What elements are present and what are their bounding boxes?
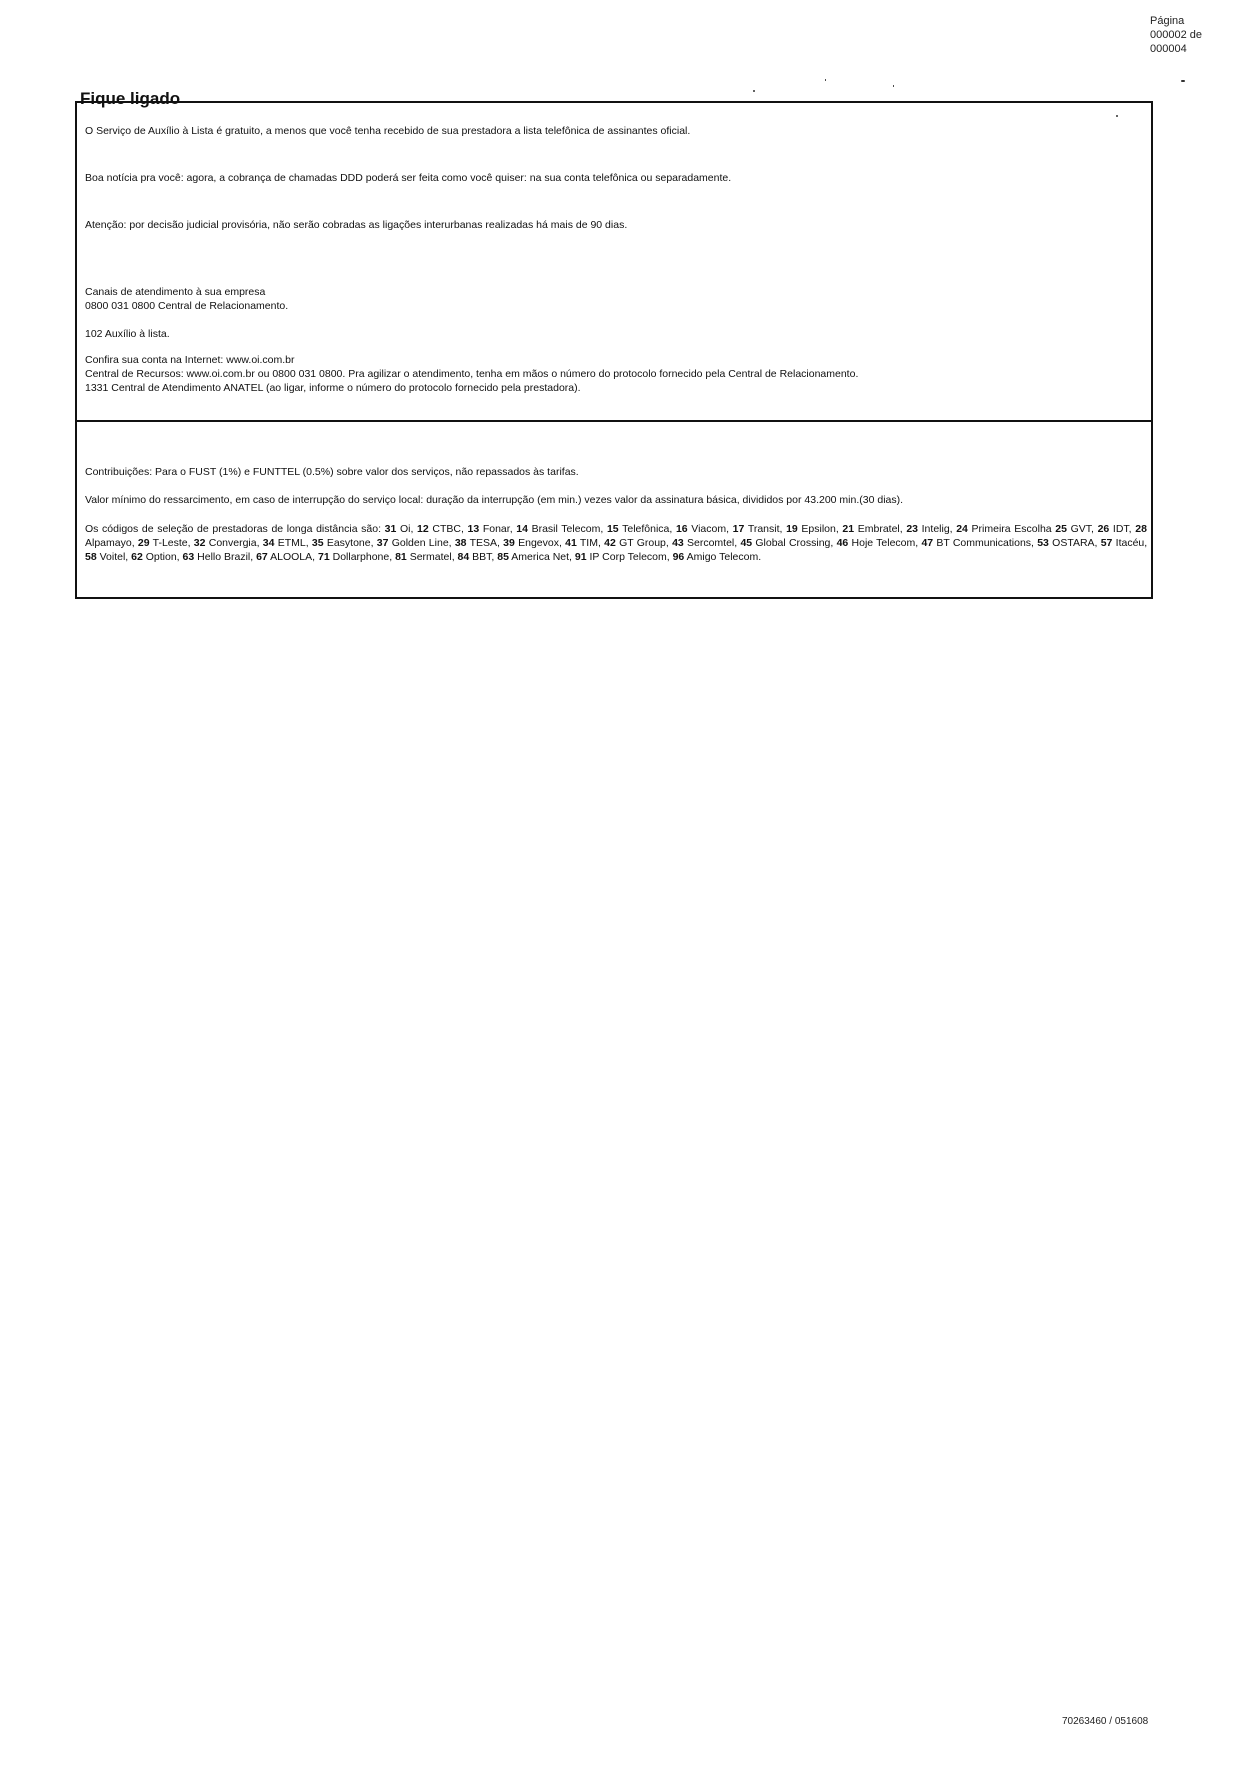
page-total: 000004 xyxy=(1150,43,1187,55)
carrier-code-name: Epsilon, xyxy=(801,523,839,535)
carrier-code-item xyxy=(85,551,128,563)
carrier-code-number: 46 xyxy=(836,537,849,549)
carrier-code-number: 62 xyxy=(131,551,143,563)
resources-line: Central de Recursos: www.oi.com.br ou 0800 031 0800. Pra agilizar o atendimento, tenha em mãos o número do protocolo fornecido pela Central de Relacionamento. xyxy=(85,368,859,380)
carrier-code-number: 81 xyxy=(395,551,407,563)
carrier-code-number: 23 xyxy=(906,523,918,535)
page-number xyxy=(1150,14,1230,56)
carrier-code-name: Convergia, xyxy=(208,537,260,549)
carrier-code-name: Viacom, xyxy=(691,523,730,535)
carrier-code-name: Transit, xyxy=(747,523,783,535)
carrier-code-name: Hoje Telecom, xyxy=(851,537,919,549)
upper-line-1: O Serviço de Auxílio à Lista é gratuito, a menos que você tenha recebido de sua prestadora a lista telefônica de assinantes oficial. xyxy=(85,125,691,137)
carrier-code-name: CTBC, xyxy=(432,523,464,535)
carrier-code-number: 17 xyxy=(732,523,745,535)
carrier-code-name: GT Group, xyxy=(619,537,669,549)
min-value-line: Valor mínimo do ressarcimento, em caso de interrupção do serviço local: duração da interrupção (em min.) vezes valor da assinatura básica, divididos por 43.200 min.(30 dias). xyxy=(85,494,904,506)
carrier-code-number: 58 xyxy=(85,551,97,563)
carrier-code-item xyxy=(191,537,260,549)
carrier-code-number: 41 xyxy=(565,537,577,549)
carrier-code-name: OSTARA, xyxy=(1052,537,1098,549)
carrier-code-item xyxy=(737,537,833,549)
carrier-code-name: Easytone, xyxy=(326,537,374,549)
carrier-code-item xyxy=(672,523,729,535)
box-divider xyxy=(77,420,1151,422)
carrier-code-number: 45 xyxy=(740,537,753,549)
document-id: 70263460 / 051608 xyxy=(1062,1716,1149,1727)
info-box xyxy=(75,101,1153,599)
anatel-line: 1331 Central de Atendimento ANATEL (ao ligar, informe o número do protocolo fornecido pela prestadora). xyxy=(85,382,581,394)
carrier-code-number: 32 xyxy=(193,537,206,549)
carrier-code-number: 34 xyxy=(262,537,275,549)
carrier-code-item xyxy=(953,523,1052,535)
carrier-code-name: Hello Brazil, xyxy=(197,551,254,563)
carrier-code-name: Oi, xyxy=(399,523,414,535)
carrier-code-number: 63 xyxy=(182,551,195,563)
carrier-code-name: Amigo Telecom. xyxy=(686,551,762,563)
carrier-code-item xyxy=(315,551,392,563)
carrier-code-number: 53 xyxy=(1037,537,1049,549)
carrier-code-number: 25 xyxy=(1055,523,1067,535)
carrier-code-name: Telefônica, xyxy=(622,523,673,535)
carrier-code-name: Golden Line, xyxy=(391,537,452,549)
carrier-code-number: 19 xyxy=(786,523,798,535)
carrier-code-number: 14 xyxy=(516,523,528,535)
carrier-code-item xyxy=(669,537,737,549)
carrier-code-number: 13 xyxy=(467,523,480,535)
internet-line: Confira sua conta na Internet: www.oi.com.br xyxy=(85,354,295,366)
carrier-code-item xyxy=(513,523,604,535)
carrier-code-number: 47 xyxy=(921,537,934,549)
carrier-code-item xyxy=(494,551,572,563)
carrier-code-number: 42 xyxy=(604,537,616,549)
carrier-code-number: 24 xyxy=(956,523,968,535)
carrier-code-number: 85 xyxy=(497,551,509,563)
channels-title: Canais de atendimento à sua empresa xyxy=(85,286,266,298)
carrier-code-name: Itacéu, xyxy=(1115,537,1148,549)
carrier-code-name: TESA, xyxy=(469,537,500,549)
carrier-code-name: Alpamayo, xyxy=(85,537,135,549)
carrier-code-number: 12 xyxy=(417,523,429,535)
carrier-code-item xyxy=(603,523,672,535)
carrier-code-number: 57 xyxy=(1100,537,1113,549)
carrier-code-item xyxy=(670,551,761,563)
carrier-code-name: Primeira Escolha xyxy=(971,523,1052,535)
scan-speck xyxy=(1181,80,1185,82)
carrier-code-name: America Net, xyxy=(511,551,572,563)
carrier-code-number: 43 xyxy=(672,537,684,549)
carrier-code-item xyxy=(903,523,953,535)
carrier-code-item xyxy=(260,537,309,549)
carrier-code-number: 84 xyxy=(457,551,470,563)
carrier-code-name: Fonar, xyxy=(482,523,513,535)
contributions-line: Contribuições: Para o FUST (1%) e FUNTTEL (0.5%) sobre valor dos serviços, não repassados às tarifas. xyxy=(85,466,579,478)
codes-intro: Os códigos de seleção de prestadoras de longa distância são: xyxy=(85,523,382,535)
carrier-code-item xyxy=(464,523,513,535)
scan-speck xyxy=(1116,115,1118,117)
carrier-code-name: GVT, xyxy=(1070,523,1094,535)
carrier-code-name: Engevox, xyxy=(518,537,562,549)
carrier-code-number: 38 xyxy=(454,537,467,549)
carrier-code-item xyxy=(729,523,782,535)
carrier-code-item xyxy=(135,537,191,549)
carrier-code-item xyxy=(1052,523,1094,535)
carrier-code-item xyxy=(381,523,413,535)
carrier-code-item xyxy=(1034,537,1098,549)
carrier-code-name: Intelig, xyxy=(921,523,953,535)
channels-102: 102 Auxílio à lista. xyxy=(85,328,170,340)
carrier-code-name: Option, xyxy=(145,551,180,563)
carrier-code-item xyxy=(413,523,463,535)
carrier-code-number: 91 xyxy=(574,551,587,563)
carrier-code-item xyxy=(601,537,669,549)
carrier-code-item xyxy=(180,551,254,563)
carrier-code-name: ALOOLA, xyxy=(270,551,316,563)
carrier-code-name: Voitel, xyxy=(99,551,129,563)
page-current: 000002 de xyxy=(1150,29,1202,41)
carrier-code-number: 16 xyxy=(675,523,688,535)
carrier-code-number: 67 xyxy=(256,551,268,563)
carrier-code-item xyxy=(782,523,838,535)
carrier-code-name: Global Crossing, xyxy=(755,537,834,549)
scan-speck xyxy=(753,90,755,92)
carrier-code-name: T-Leste, xyxy=(152,537,191,549)
carrier-codes xyxy=(85,522,1147,564)
carrier-code-number: 31 xyxy=(384,523,397,535)
carrier-code-name: BBT, xyxy=(472,551,495,563)
carrier-code-name: IP Corp Telecom, xyxy=(589,551,670,563)
carrier-code-number: 21 xyxy=(842,523,855,535)
carrier-code-item xyxy=(1097,537,1147,549)
carrier-code-item xyxy=(452,537,500,549)
carrier-code-name: Brasil Telecom, xyxy=(531,523,604,535)
upper-line-3: Atenção: por decisão judicial provisória, não serão cobradas as ligações interurbanas realizadas há mais de 90 dias. xyxy=(85,219,628,231)
carrier-code-item xyxy=(128,551,179,563)
carrier-code-number: 29 xyxy=(137,537,150,549)
carrier-code-number: 71 xyxy=(318,551,330,563)
carrier-code-name: Dollarphone, xyxy=(332,551,393,563)
carrier-code-item xyxy=(562,537,601,549)
section-title: Fique ligado xyxy=(80,89,181,108)
carrier-code-name: ETML, xyxy=(277,537,309,549)
carrier-code-name: TIM, xyxy=(579,537,601,549)
carrier-code-item xyxy=(839,523,903,535)
carrier-code-item xyxy=(572,551,670,563)
carrier-code-item xyxy=(455,551,495,563)
carrier-code-name: Sercomtel, xyxy=(687,537,738,549)
carrier-code-number: 28 xyxy=(1135,523,1147,535)
carrier-code-number: 37 xyxy=(376,537,389,549)
carrier-code-item xyxy=(253,551,315,563)
carrier-code-item xyxy=(500,537,562,549)
carrier-code-name: IDT, xyxy=(1112,523,1132,535)
carrier-code-item xyxy=(309,537,374,549)
carrier-code-item xyxy=(1094,523,1132,535)
carrier-code-item xyxy=(918,537,1034,549)
carrier-code-name: Sermatel, xyxy=(409,551,455,563)
scan-speck xyxy=(893,85,894,87)
page-label: Página xyxy=(1150,15,1185,27)
carrier-code-number: 15 xyxy=(606,523,619,535)
carrier-code-name: BT Communications, xyxy=(936,537,1034,549)
carrier-code-item xyxy=(833,537,918,549)
carrier-code-number: 96 xyxy=(672,551,685,563)
carrier-code-number: 39 xyxy=(503,537,515,549)
carrier-code-item xyxy=(374,537,452,549)
channels-phone: 0800 031 0800 Central de Relacionamento. xyxy=(85,300,289,312)
carrier-code-item xyxy=(392,551,454,563)
carrier-code-number: 35 xyxy=(311,537,324,549)
carrier-code-name: Embratel, xyxy=(857,523,903,535)
scan-speck xyxy=(825,79,826,81)
upper-line-2: Boa notícia pra você: agora, a cobrança de chamadas DDD poderá ser feita como você quiser: na sua conta telefônica ou separadamente. xyxy=(85,172,732,184)
carrier-code-number: 26 xyxy=(1097,523,1110,535)
